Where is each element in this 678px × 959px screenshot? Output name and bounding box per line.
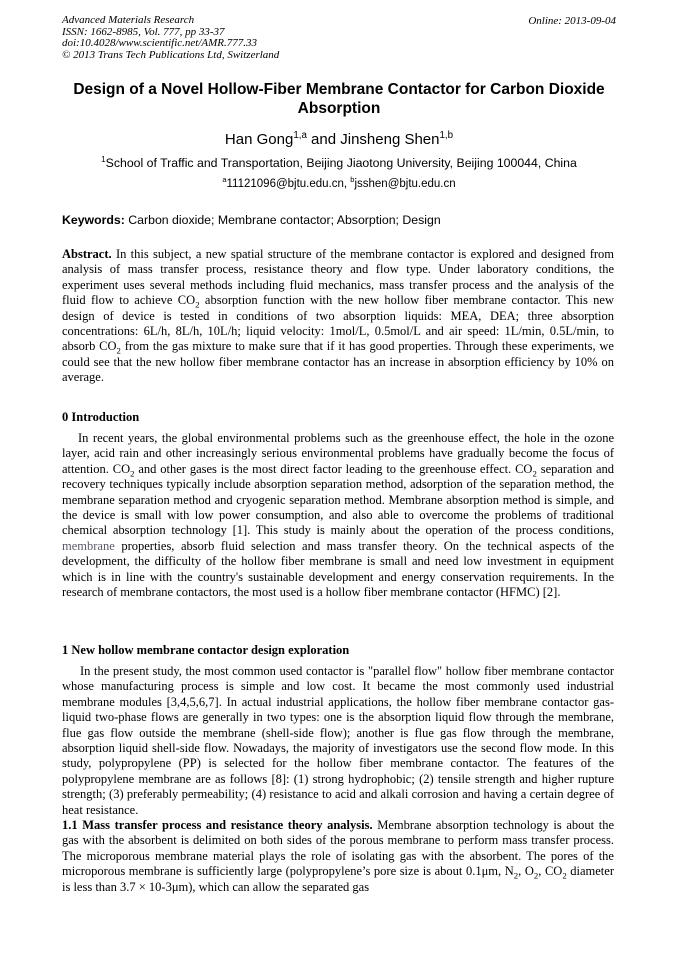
doi: doi:10.4028/www.scientific.net/AMR.777.33 (62, 37, 258, 49)
keywords (62, 213, 622, 227)
affiliation (0, 156, 678, 170)
author-1-sup: 1,a (293, 130, 307, 141)
abstract-text-2: absorption function with the new hollow fiber membrane contactor. This new design of device is tested in conditions of two absorption liquids: MEA, DEA; three absorption concentrations: 6L/h, 8L/h, 10L/h; liquid velocity: 1mol/L, 0.5mol/L and air speed: 1L/min, 0.5L/min, to absorb CO (62, 293, 614, 354)
paper-title: Design of a Novel Hollow-Fiber Membrane Contactor for Carbon Dioxide Absorption (73, 81, 605, 117)
abstract-sub-2: 2 (116, 345, 121, 356)
section-1-body (62, 664, 614, 818)
intro-text-4: properties, absorb fluid selection and mass transfer theory. On the technical aspects of the development, the difficulty of the hollow fiber membrane is small and need low investment in equipment which is in line with the country's sustainable development and energy conservation requirements. In the research of membrane contactors, the most used is a hollow fiber membrane contactor (HFMC) [2]. (62, 538, 614, 600)
abstract-sub-1: 2 (195, 299, 200, 310)
author-and: and (306, 131, 341, 148)
intro-text-3: separation and recovery techniques typically include absorption separation method, adsorption of the separation method, the membrane separation method and cryogenic separation method. Membrane absorption method is simple, and the device is small with low power consumption, and also able to overcome the problems of traditional chemical absorption technology [1]. This study is mainly about the operation of the process conditions, (62, 461, 614, 538)
issn: ISSN: 1662-8985, Vol. 777, pp 33-37 (62, 25, 225, 38)
affiliation-sup: 1 (101, 154, 106, 164)
n2-sub: 2 (513, 870, 519, 881)
online-date: Online: 2013-09-04 (528, 15, 616, 27)
affiliation-text: School of Traffic and Transportation, Beijing Jiaotong University, Beijing 100044, China (105, 156, 577, 170)
co2-sub: 2 (562, 870, 567, 881)
abstract-text-1: In this subject, a new spatial structure of the membrane contactor is explored and designed from analysis of mass transfer process, resistance theory and flow type. Under laboratory conditions, the experiment uses several methods including fluid mechanics, mass transfer process and the analysis of the fluid flow to achieve CO (62, 247, 614, 308)
intro-sub-2: 2 (532, 468, 537, 479)
section-1-1-text-1: Membrane absorption technology is about the gas with the absorbent is delimited on both sides of the porous membrane to perform mass transfer process. The microporous membrane material plays the role of isolating gas with the absorbent. The pores of the microporous membrane is sufficiently large (polypropylene’s pore size is about 0.1μm, N (62, 818, 614, 879)
section-1-1-text-4: diameter is less than 3.7 × 10-3μm), which can allow the separated gas (62, 864, 614, 894)
abstract-text-3: from the gas mixture to make sure that if it has good properties. Through these experiments, we could see that the new hollow fiber membrane contactor has an increase in absorption efficiency by 10% on average. (62, 339, 614, 385)
email-b-sup: b (350, 175, 355, 185)
author-2-sup: 1,b (439, 130, 454, 141)
keywords-label: Keywords: (62, 213, 125, 227)
abstract-label: Abstract. (62, 247, 112, 261)
intro-text-1: In recent years, the global environmental problems such as the greenhouse effect, the hole in the ozone layer, acid rain and other increasingly serious environmental problems have gradually become the focus of attention. CO (62, 431, 614, 476)
email-b: jsshen@bjtu.edu.cn (354, 178, 456, 190)
section-1-1-text-3: , CO (538, 864, 563, 879)
email-a-sup: a (222, 175, 227, 185)
o2-sub: 2 (533, 870, 539, 881)
section-1-1-heading: 1.1 Mass transfer process and resistance theory analysis. (62, 818, 373, 832)
journal-name: Advanced Materials Research (62, 14, 195, 26)
author-line (0, 131, 678, 148)
section-1-heading: 1 New hollow membrane contactor design exploration (62, 643, 350, 657)
intro-sub-1: 2 (130, 468, 135, 479)
abstract (62, 247, 614, 386)
email-a: 11121096@bjtu.edu.cn, (226, 178, 351, 190)
section-1-1-text-2: , O (518, 864, 534, 879)
journal-header (62, 15, 279, 61)
copyright: © 2013 Trans Tech Publications Ltd, Switzerland (62, 48, 280, 61)
author-1: Han Gong (224, 131, 294, 148)
section-0-body (62, 431, 614, 600)
section-1-text: In the present study, the most common used contactor is "parallel flow" hollow fiber membrane contactor whose manufacturing process is simple and low cost. It became the most commonly used industrial membrane modules [3,4,5,6,7]. In actual industrial applications, the hollow fiber membrane contactor gas-liquid two-phase flows are generally in two types: one is the absorption liquid flow through the membrane, flue gas flow outside the membrane (shell-side flow); another is flue gas flow through the membrane, absorption liquid shell-side flow. Nowadays, the majority of investigators use the second flow mode. In this study, polypropylene (PP) is selected for the hollow fiber membrane contactor. The features of the polypropylene membrane are as follows [8]: (1) strong hydrophobic; (2) tensile strength and higher rupture strength; (3) preferably permeability; (4) resistance to acid and alkali corrosion and having a certain degree of heat resistance. (62, 664, 614, 817)
author-2: Jinsheng Shen (340, 131, 440, 148)
section-1-1-body (62, 818, 614, 895)
intro-highlight: membrane (62, 538, 115, 553)
section-0-heading: 0 Introduction (62, 410, 140, 424)
intro-text-2: and other gases is the most direct factor leading to the greenhouse effect. CO (134, 461, 533, 476)
keywords-text: Carbon dioxide; Membrane contactor; Absorption; Design (124, 213, 441, 227)
email-line (0, 175, 678, 190)
